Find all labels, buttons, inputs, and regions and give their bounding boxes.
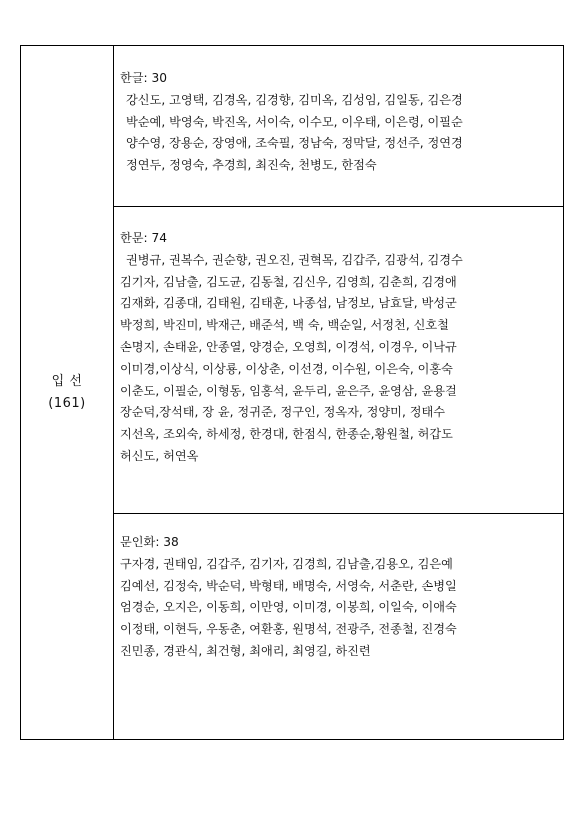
section-munin [114, 513, 563, 739]
name-row: 구자경, 권태임, 김갑주, 김기자, 김경희, 김남출,김용오, 김은예 [120, 556, 453, 571]
names-column [114, 46, 563, 739]
award-table [20, 45, 564, 740]
name-row: 허신도, 허연옥 [120, 448, 199, 463]
section-header-hangeul: 한글: 30 [120, 71, 168, 85]
name-row: 손명지, 손태윤, 안종열, 양경순, 오영희, 이경석, 이경우, 이낙규 [120, 339, 457, 354]
name-row: 양수영, 장용순, 장영애, 조숙필, 정남숙, 정막달, 정선주, 정연경 [126, 136, 463, 151]
category-count: (161) [48, 395, 86, 411]
section-hangeul [114, 46, 563, 206]
name-row: 장순덕,장석태, 장 윤, 정귀준, 정구인, 정옥자, 정양미, 정태수 [120, 405, 446, 420]
name-row: 이춘도, 이필순, 이형동, 임홍석, 윤두리, 윤은주, 윤영삼, 윤용걸 [120, 383, 457, 398]
name-row: 강신도, 고영택, 김경옥, 김경향, 김미옥, 김성임, 김일동, 김은경 [126, 92, 463, 107]
name-row: 진민종, 경관식, 최건형, 최애리, 최영길, 하진련 [120, 643, 371, 658]
name-row: 박순예, 박영숙, 박진옥, 서이숙, 이수모, 이우태, 이은령, 이필순 [126, 114, 463, 129]
name-row: 김재화, 김종대, 김태원, 김태훈, 나종섭, 남정보, 남효달, 박성군 [120, 296, 457, 311]
section-header-hanmun: 한문: 74 [120, 231, 168, 245]
name-row: 권병규, 권복수, 권순향, 권오진, 권혁목, 김갑주, 김광석, 김경수 [126, 252, 463, 267]
name-row: 박정희, 박진미, 박재근, 배준석, 백 숙, 백순일, 서정천, 신호철 [120, 318, 449, 333]
name-row: 이미경,이상식, 이상룡, 이상춘, 이선경, 이수원, 이은숙, 이홍숙 [120, 361, 453, 376]
section-hanmun [114, 206, 563, 513]
name-row: 지선옥, 조외숙, 하세정, 한경대, 한점식, 한종순,황원철, 허갑도 [120, 427, 453, 442]
name-row: 엄경순, 오지은, 이동희, 이만영, 이미경, 이봉희, 이일숙, 이애숙 [120, 600, 457, 615]
name-row: 정연두, 정영숙, 추경희, 최진숙, 천병도, 한점숙 [126, 158, 377, 173]
name-row: 김예선, 김정숙, 박순덕, 박형태, 배명숙, 서영숙, 서춘란, 손병일 [120, 578, 457, 593]
category-label: 입 선 [51, 373, 83, 389]
section-header-munin: 문인화: 38 [120, 535, 179, 549]
name-row: 이정태, 이현득, 우동춘, 여환홍, 원명석, 전광주, 전종철, 진경숙 [120, 622, 457, 637]
name-row: 김기자, 김남출, 김도균, 김동철, 김신우, 김영희, 김춘희, 김경애 [120, 274, 457, 289]
category-cell [21, 46, 114, 739]
